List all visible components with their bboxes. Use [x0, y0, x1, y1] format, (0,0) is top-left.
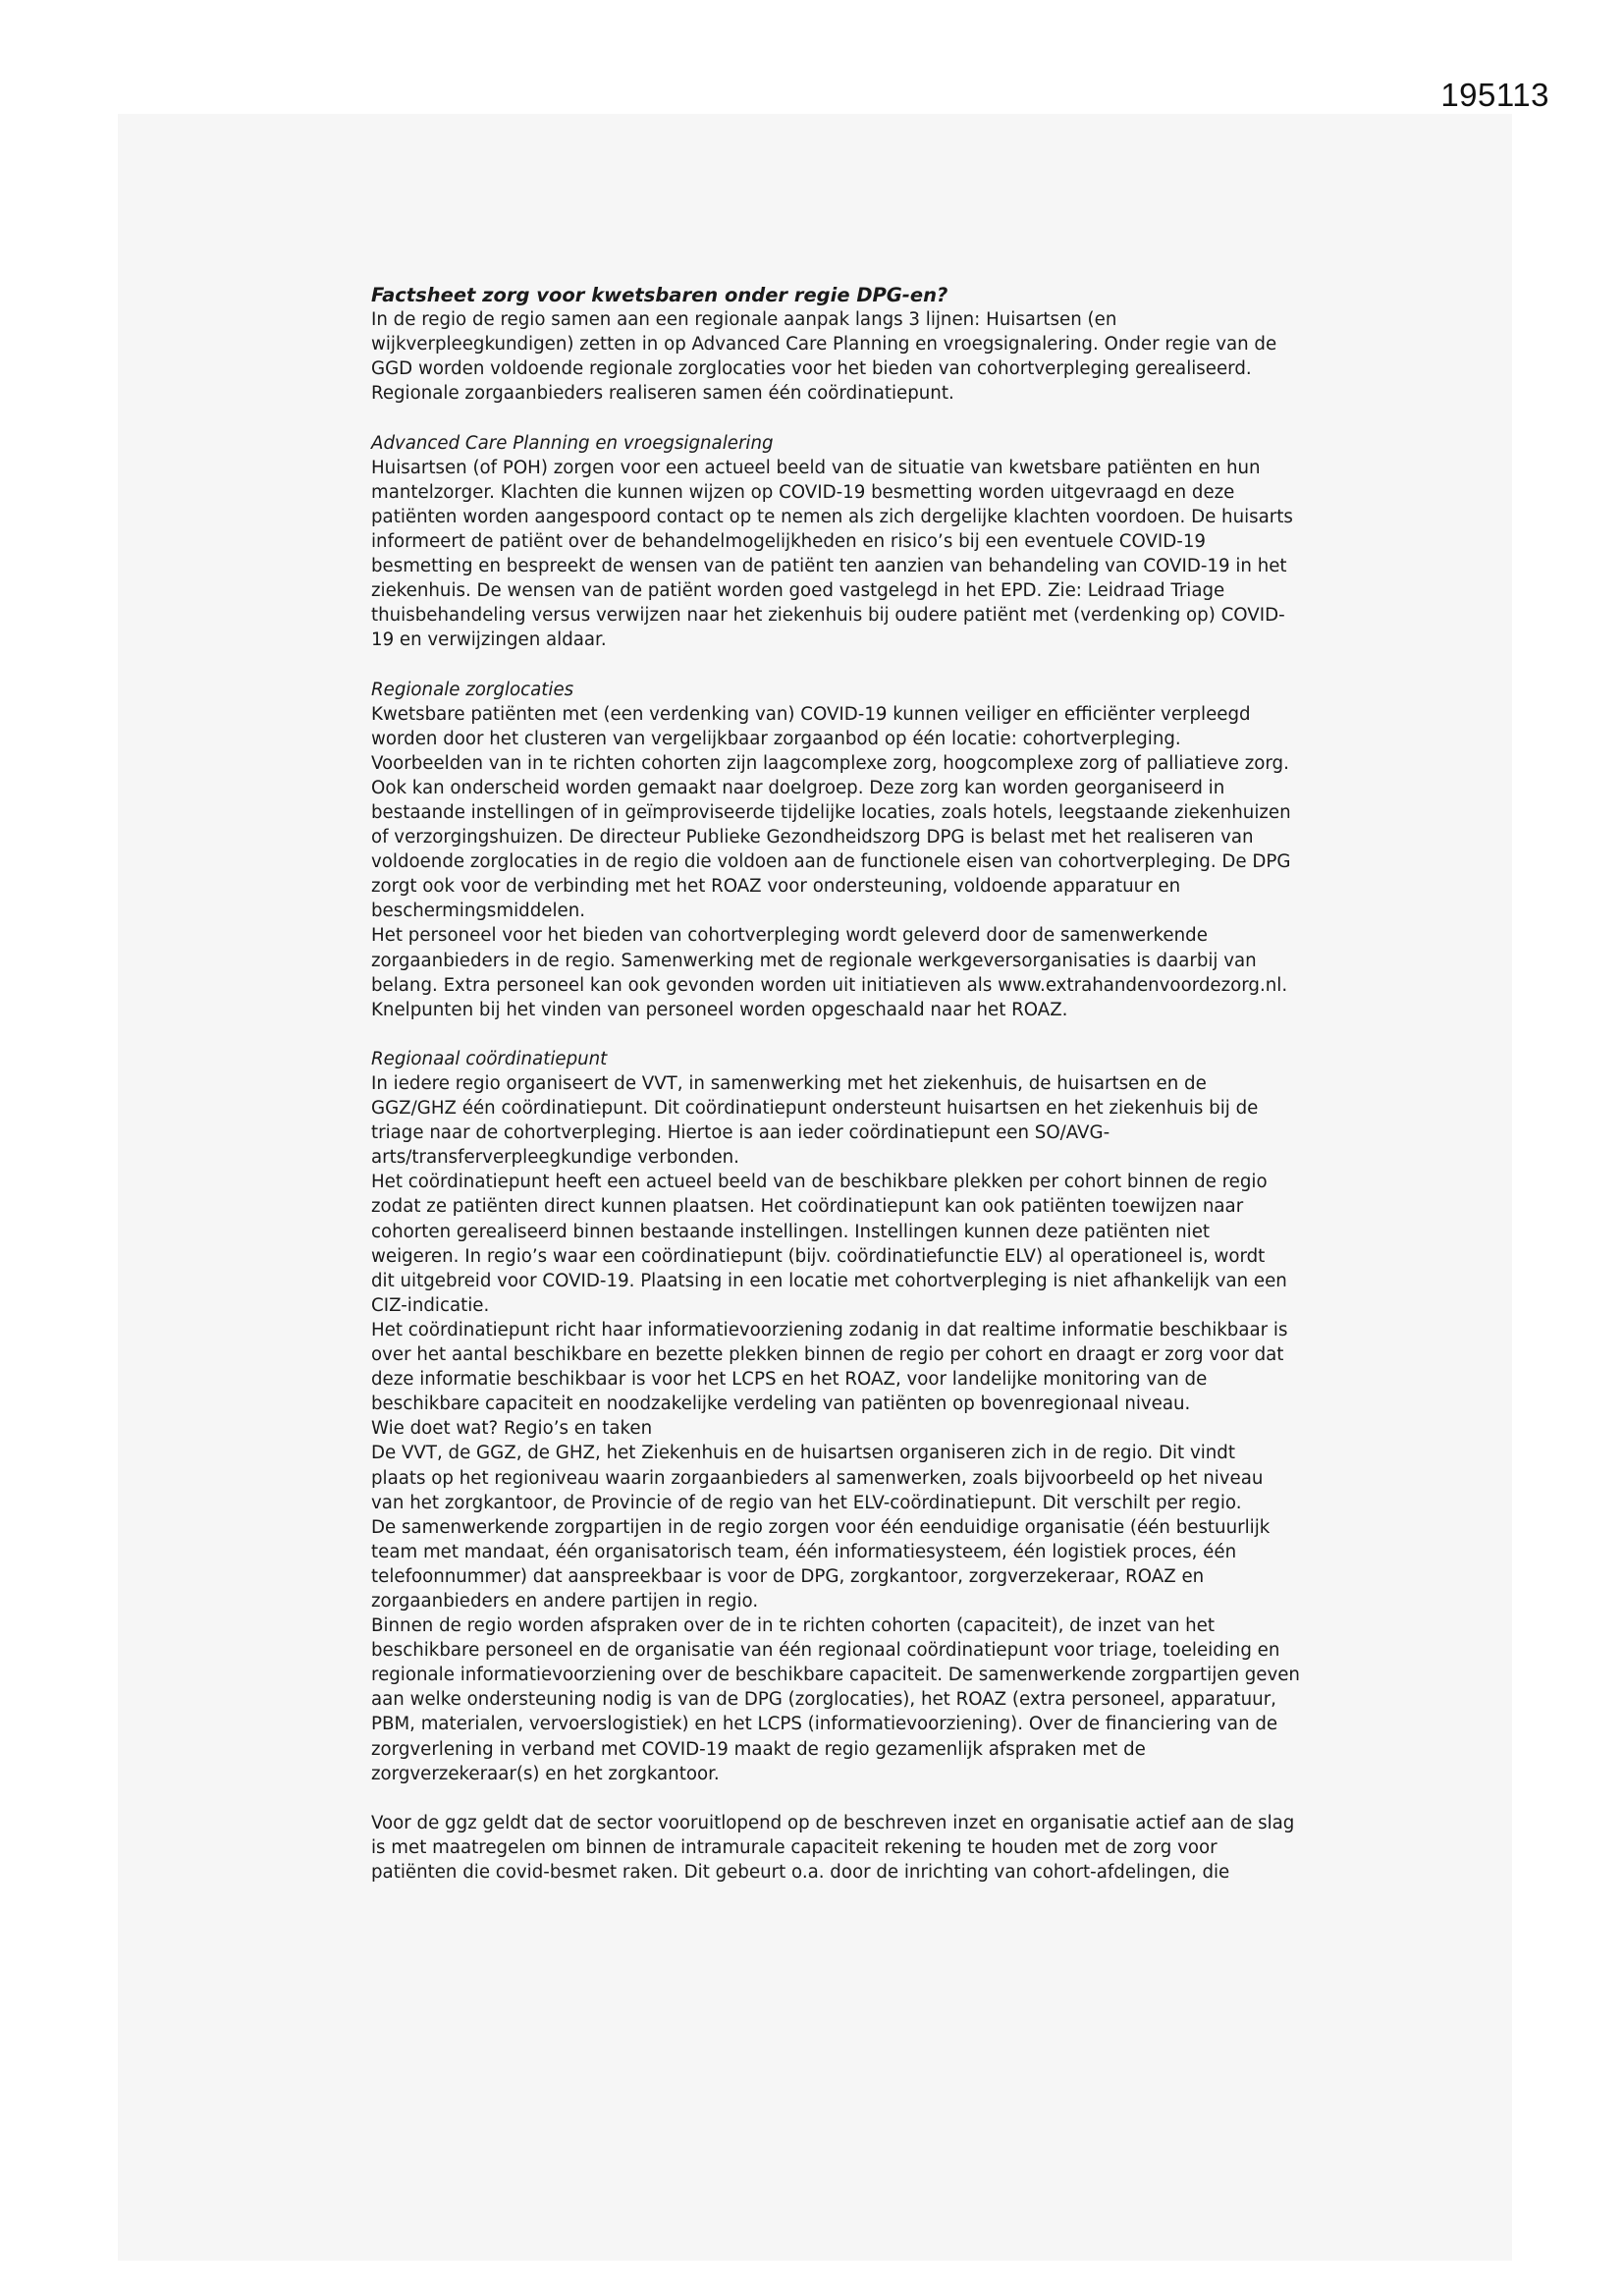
text-line: triage naar de cohortverpleging. Hiertoe is aan ieder coördinatiepunt een SO/AVG-: [371, 1122, 1110, 1144]
text-line: mantelzorger. Klachten die kunnen wijzen op COVID-19 besmetting worden uitgevraagd en deze: [371, 481, 1235, 503]
text-line: Huisartsen (of POH) zorgen voor een actueel beeld van de situatie van kwetsbare patiënten en hun: [371, 457, 1261, 478]
text-line: Regionale zorgaanbieders realiseren samen één coördinatiepunt.: [371, 383, 954, 405]
text-line: cohorten gerealiseerd binnen bestaande instellingen. Instellingen kunnen deze patiënten niet: [371, 1221, 1211, 1242]
document-title: Factsheet zorg voor kwetsbaren onder regie DPG-en?: [371, 284, 948, 306]
text-line: thuisbehandeling versus verwijzen naar het ziekenhuis bij oudere patiënt met (verdenking op) COVID-: [371, 605, 1285, 627]
section-heading: Regionale zorglocaties: [371, 679, 574, 700]
text-line: Binnen de regio worden afspraken over de in te richten cohorten (capaciteit), de inzet van het: [371, 1615, 1215, 1637]
text-line: PBM, materialen, vervoerslogistiek) en het LCPS (informatievoorziening). Over de financiering van de: [371, 1714, 1278, 1735]
text-line: CIZ-indicatie.: [371, 1294, 490, 1316]
text-line: dit uitgebreid voor COVID-19. Plaatsing in een locatie met cohortverpleging is niet afhankelijk van een: [371, 1270, 1287, 1291]
text-line: wijkverpleegkundigen) zetten in op Advanced Care Planning en vroegsignalering. Onder regie van de: [371, 334, 1277, 355]
text-line: 19 en verwijzingen aldaar.: [371, 629, 607, 651]
section-regionale-zorglocaties: [371, 678, 1343, 1022]
text-line: De samenwerkende zorgpartijen in de regio zorgen voor één eenduidige organisatie (één bestuurlijk: [371, 1516, 1271, 1538]
section-regionaal-coordinatiepunt: [371, 1047, 1343, 1786]
text-line: over het aantal beschikbare en bezette plekken binnen de regio per cohort en draagt er zorg voor dat: [371, 1344, 1284, 1366]
section-advanced-care-planning: [371, 431, 1343, 653]
text-line: zorgverlening in verband met COVID-19 maakt de regio gezamenlijk afspraken met de: [371, 1738, 1146, 1760]
text-line: Voor de ggz geldt dat de sector vooruitlopend op de beschreven inzet en organisatie actief aan de slag: [371, 1812, 1295, 1833]
text-line: beschikbare personeel en de organisatie van één regionaal coördinatiepunt voor triage, toeleiding en: [371, 1640, 1280, 1662]
text-line: beschikbare capaciteit en noodzakelijke verdeling van patiënten op bovenregionaal niveau.: [371, 1394, 1191, 1415]
text-line: Ook kan onderscheid worden gemaakt naar doelgroep. Deze zorg kan worden georganiseerd in: [371, 777, 1225, 798]
text-line: zodat ze patiënten direct kunnen plaatsen. Het coördinatiepunt kan ook patiënten toewijzen naar: [371, 1196, 1244, 1218]
section-heading: Advanced Care Planning en vroegsignalering: [371, 432, 774, 454]
document-number: 195113: [1440, 77, 1549, 113]
text-line: is met maatregelen om binnen de intramurale capaciteit rekening te houden met de zorg voor: [371, 1836, 1218, 1858]
text-line: besmetting en bespreekt de wensen van de patiënt ten aanzien van behandeling van COVID-19 in het: [371, 556, 1287, 577]
closing-paragraph: [371, 1811, 1343, 1885]
intro-paragraph: [371, 307, 1343, 406]
document-body: [371, 283, 1343, 1885]
text-line: Kwetsbare patiënten met (een verdenking van) COVID-19 kunnen veiliger en efficiënter verpleegd: [371, 703, 1251, 725]
text-line: aan welke ondersteuning nodig is van de DPG (zorglocaties), het ROAZ (extra personeel, apparatuur,: [371, 1689, 1276, 1711]
text-line: In de regio de regio samen aan een regionale aanpak langs 3 lijnen: Huisartsen (en: [371, 309, 1117, 331]
text-line: deze informatie beschikbaar is voor het LCPS en het ROAZ, voor landelijke monitoring van de: [371, 1369, 1208, 1391]
text-line: of verzorgingshuizen. De directeur Publieke Gezondheidszorg DPG is belast met het realiseren van: [371, 827, 1254, 848]
text-line: In iedere regio organiseert de VVT, in samenwerking met het ziekenhuis, de huisartsen en de: [371, 1073, 1207, 1094]
text-line: patiënten worden aangespoord contact op te nemen als zich dergelijke klachten voordoen. De huisarts: [371, 506, 1293, 527]
text-line: GGZ/GHZ één coördinatiepunt. Dit coördinatiepunt ondersteunt huisartsen en het ziekenhuis bij de: [371, 1098, 1259, 1120]
text-line: worden door het clusteren van vergelijkbaar zorgaanbod op één locatie: cohortverpleging.: [371, 728, 1181, 749]
text-line: De VVT, de GGZ, de GHZ, het Ziekenhuis en de huisartsen organiseren zich in de regio. Dit vindt: [371, 1443, 1235, 1464]
text-line: weigeren. In regio’s waar een coördinatiepunt (bijv. coördinatiefunctie ELV) al operationeel is, wordt: [371, 1245, 1266, 1267]
text-line: voldoende zorglocaties in de regio die voldoen aan de functionele eisen van cohortverpleging. De DPG: [371, 851, 1291, 873]
text-line: regionale informatievoorziening over de beschikbare capaciteit. De samenwerkende zorgpartijen geven: [371, 1665, 1300, 1686]
text-line: zorgverzekeraar(s) en het zorgkantoor.: [371, 1763, 720, 1784]
text-line: zorgaanbieders in de regio. Samenwerking met de regionale werkgeversorganisaties is daarbij van: [371, 950, 1257, 971]
text-line: zorgt ook voor de verbinding met het ROAZ voor ondersteuning, voldoende apparatuur en: [371, 876, 1181, 898]
text-line: informeert de patiënt over de behandelmogelijkheden en risico’s bij een eventuele COVID-19: [371, 530, 1206, 552]
text-line: team met mandaat, één organisatorisch team, één informatiesysteem, één logistiek proces, één: [371, 1541, 1237, 1562]
text-line: Knelpunten bij het vinden van personeel worden opgeschaald naar het ROAZ.: [371, 999, 1068, 1020]
text-line: telefoonnummer) dat aanspreekbaar is voor de DPG, zorgkantoor, zorgverzekeraar, ROAZ en: [371, 1565, 1205, 1587]
text-line: patiënten die covid-besmet raken. Dit gebeurt o.a. door de inrichting van cohort-afdelingen, die: [371, 1862, 1230, 1883]
text-line: Het coördinatiepunt richt haar informatievoorziening zodanig in dat realtime informatie beschikbaar is: [371, 1319, 1288, 1340]
text-line: Voorbeelden van in te richten cohorten zijn laagcomplexe zorg, hoogcomplexe zorg of palliatieve zorg.: [371, 752, 1289, 774]
text-line: Wie doet wat? Regio’s en taken: [371, 1418, 653, 1440]
text-line: zorgaanbieders en andere partijen in regio.: [371, 1590, 759, 1612]
text-line: ziekenhuis. De wensen van de patiënt worden goed vastgelegd in het EPD. Zie: Leidraad Triage: [371, 580, 1225, 602]
section-heading: Regionaal coördinatiepunt: [371, 1048, 608, 1069]
text-line: van het zorgkantoor, de Provincie of de regio van het ELV-coördinatiepunt. Dit verschilt per regio.: [371, 1492, 1242, 1513]
text-line: arts/transferverpleegkundige verbonden.: [371, 1147, 739, 1169]
text-line: plaats op het regioniveau waarin zorgaanbieders al samenwerken, zoals bijvoorbeeld op het niveau: [371, 1467, 1264, 1489]
text-line: beschermingsmiddelen.: [371, 901, 586, 922]
text-line: belang. Extra personeel kan ook gevonden worden uit initiatieven als www.extrahandenvoordezorg.nl.: [371, 974, 1288, 996]
text-line: Het personeel voor het bieden van cohortverpleging wordt geleverd door de samenwerkende: [371, 925, 1208, 947]
text-line: Het coördinatiepunt heeft een actueel beeld van de beschikbare plekken per cohort binnen de regio: [371, 1172, 1268, 1193]
text-line: bestaande instellingen of in geïmproviseerde tijdelijke locaties, zoals hotels, leegstaande ziekenhuizen: [371, 801, 1291, 823]
text-line: GGD worden voldoende regionale zorglocaties voor het bieden van cohortverpleging gerealiseerd.: [371, 358, 1252, 380]
